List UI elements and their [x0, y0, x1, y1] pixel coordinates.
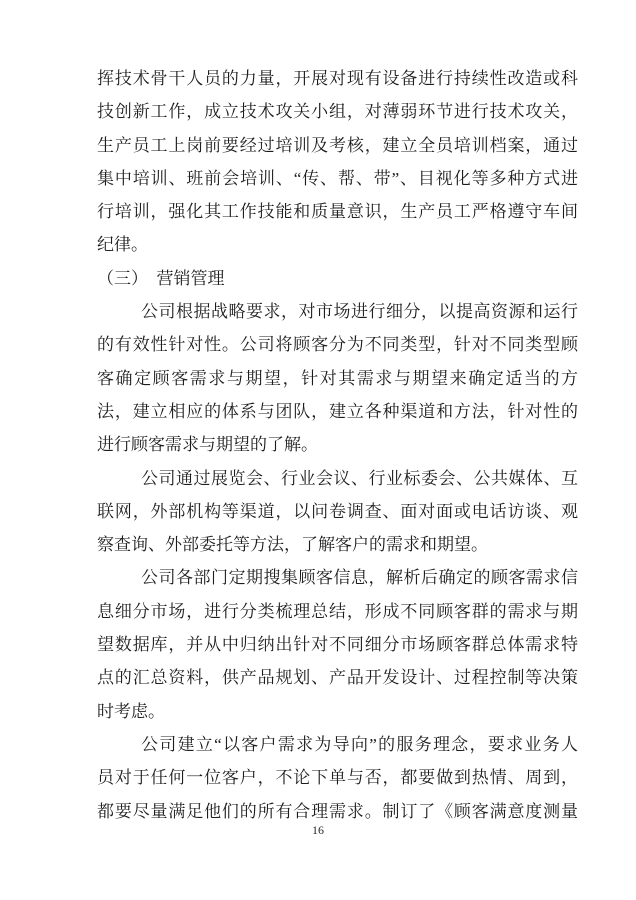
text-line: 时考虑。	[97, 701, 165, 721]
text-line: 纪律。	[97, 235, 148, 255]
text-line: 行培训，强化其工作技能和质量意识，生产员工严格遵守车间	[97, 202, 578, 222]
text-line: 挥技术骨干人员的力量，开展对现有设备进行持续性改造或科	[97, 69, 578, 88]
page-number: 16	[312, 823, 324, 837]
text-line: 客确定顾客需求与期望，针对其需求与期望来确定适当的方	[97, 368, 578, 388]
text-line: 生产员工上岗前要经过培训及考核，建立全员培训档案，通过	[97, 135, 578, 155]
text-line: 察查询、外部委托等方法，了解客户的需求和期望。	[97, 535, 488, 555]
text-line: 公司通过展览会、行业会议、行业标委会、公共媒体、互	[141, 468, 578, 488]
text-line: 进行顾客需求与期望的了解。	[97, 435, 318, 455]
text-line: 联网，外部机构等渠道，以问卷调查、面对面或电话访谈、观	[97, 501, 578, 521]
text-line: 的有效性针对性。公司将顾客分为不同类型，针对不同类型顾	[97, 335, 578, 355]
text-line: 技创新工作，成立技术攻关小组，对薄弱环节进行技术攻关，	[97, 102, 578, 122]
text-line: 点的汇总资料，供产品规划、产品开发设计、过程控制等决策	[97, 668, 578, 688]
text-line: 息细分市场，进行分类梳理总结，形成不同顾客群的需求与期	[97, 601, 578, 621]
page-body-text	[97, 62, 578, 828]
text-line: 都要尽量满足他们的所有合理需求。制订了《顾客满意度测量	[97, 801, 578, 821]
text-line: 公司各部门定期搜集顾客信息，解析后确定的顾客需求信	[141, 568, 578, 588]
text-line: 集中培训、班前会培训、“传、帮、带”、目视化等多种方式进	[97, 168, 578, 188]
text-line: 望数据库，并从中归纳出针对不同细分市场顾客群总体需求特	[97, 635, 578, 655]
section-heading: （三） 营销管理	[97, 268, 225, 288]
text-line: 员对于任何一位客户，不论下单与否，都要做到热情、周到，	[97, 768, 578, 788]
text-line: 公司根据战略要求，对市场进行细分，以提高资源和运行	[141, 302, 578, 322]
text-line: 公司建立“以客户需求为导向”的服务理念，要求业务人	[141, 734, 578, 754]
text-line: 法，建立相应的体系与团队，建立各种渠道和方法，针对性的	[97, 401, 578, 421]
